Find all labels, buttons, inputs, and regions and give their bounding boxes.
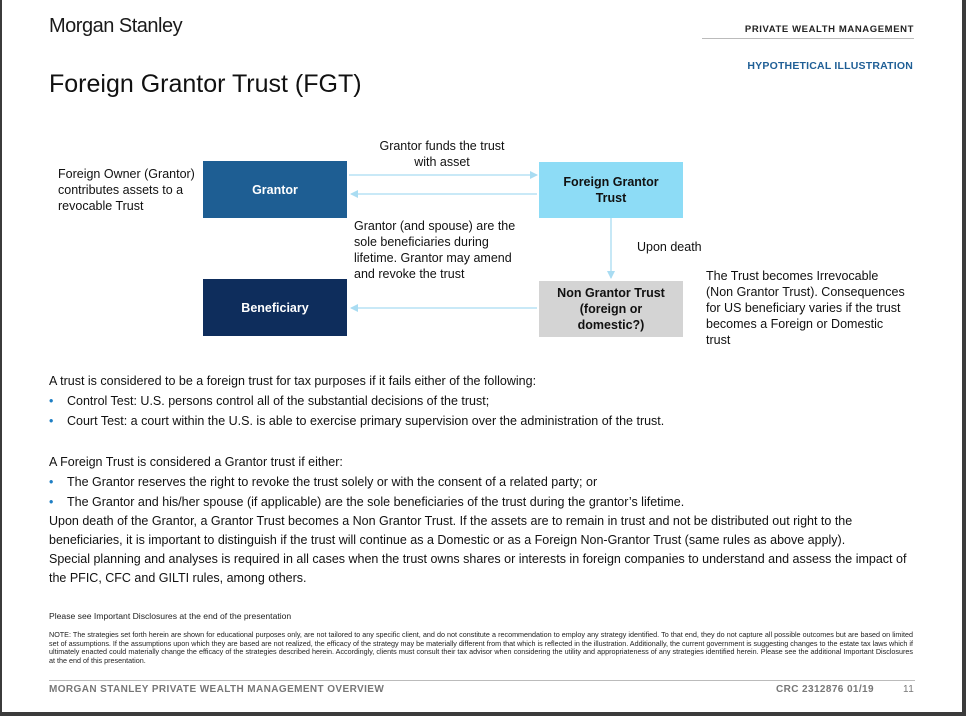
foreign-owner-note: Foreign Owner (Grantor) contributes assets to a revocable Trust (58, 167, 195, 213)
foreign-grantor-trust-box (539, 162, 683, 218)
list-item: • Court Test: a court within the U.S. is able to exercise primary supervision over the administration of the trust. (49, 414, 665, 428)
list-item: • The Grantor and his/her spouse (if applicable) are the sole beneficiaries of the trust during the grantor’s lifetime. (49, 495, 685, 509)
list-item: • The Grantor reserves the right to revoke the trust solely or with the consent of a related party; or (49, 475, 598, 489)
list-item: • Control Test: U.S. persons control all of the substantial decisions of the trust; (49, 394, 490, 408)
funds-trust-label: Grantor funds the trust with asset (379, 139, 505, 169)
footer-divider (49, 680, 915, 681)
beneficiary-box: Beneficiary (203, 279, 347, 336)
grantor-box: Grantor (203, 161, 347, 218)
slide-page (2, 0, 962, 712)
upon-death-paragraph: Upon death of the Grantor, a Grantor Trust becomes a Non Grantor Trust. If the assets are to remain in trust and not be distributed out right to the beneficiaries, it is important to distinguish if the trust will continue as a Domestic or as a Foreign Non-Grantor Trust (same rules as above apply). (49, 514, 853, 547)
page-title: Foreign Grantor Trust (FGT) (49, 70, 362, 98)
non-grantor-trust-box (539, 281, 683, 337)
diagram-arrows (2, 0, 962, 712)
upon-death-label: Upon death (637, 240, 702, 254)
foreign-grantor-trust-label: Foreign Grantor Trust (563, 175, 659, 205)
control-test-text: Control Test: U.S. persons control all of the substantial decisions of the trust; (67, 394, 490, 408)
morgan-stanley-logo: Morgan Stanley (49, 15, 183, 37)
court-test-text: Court Test: a court within the U.S. is able to exercise primary supervision over the administration of the trust. (67, 414, 665, 428)
see-disclosures-note: Please see Important Disclosures at the end of the presentation (49, 611, 292, 621)
page-number: 11 (903, 684, 915, 695)
footer-code: CRC 2312876 01/19 (776, 684, 874, 695)
special-planning-paragraph: Special planning and analyses is required in all cases when the trust owns shares or interests in foreign companies to understand and assess the impact of the PFIC, CFC and GILTI rules, among others. (49, 552, 907, 585)
foreign-trust-intro: A trust is considered to be a foreign trust for tax purposes if it fails either of the following: (49, 374, 537, 388)
division-label: PRIVATE WEALTH MANAGEMENT (744, 24, 914, 35)
grantor-trust-intro: A Foreign Trust is considered a Grantor trust if either: (49, 455, 343, 469)
revoke-right-text: The Grantor reserves the right to revoke the trust solely or with the consent of a related party; or (67, 475, 598, 489)
strategy-disclaimer: NOTE: The strategies set forth herein are shown for educational purposes only, are not tailored to any specific client, and do not constitute a recommendation to employ any strategy identified. To that end, they do not capture all possible outcomes but are based on limited set of assumptions. If the assumptions upon which they are based are not realized, the efficacy of the strategy may be materially different from that which is reflected in the illustration. Additionally, the current government is suggesting changes to the estate tax laws which if ultimately enacted could materially change the efficacy of the strategies described herein. Accordingly, clients must consult their tax advisor when considering the utility and appropriateness of any strategies identified herein. Please see the additional Important Disclosures at the end of this presentation. (49, 630, 913, 665)
irrevocable-note: The Trust becomes Irrevocable (Non Grantor Trust). Consequences for US beneficiary varies if the trust becomes a Foreign or Domestic trust (706, 269, 905, 347)
footer-title: MORGAN STANLEY PRIVATE WEALTH MANAGEMENT OVERVIEW (49, 684, 385, 695)
sole-beneficiaries-text: The Grantor and his/her spouse (if applicable) are the sole beneficiaries of the trust during the grantor’s lifetime. (67, 495, 685, 509)
non-grantor-trust-label: Non Grantor Trust (foreign or domestic?) (557, 286, 665, 332)
sole-beneficiaries-note: Grantor (and spouse) are the sole beneficiaries during lifetime. Grantor may amend and revoke the trust (354, 219, 516, 281)
hypothetical-tag: HYPOTHETICAL ILLUSTRATION (747, 60, 913, 72)
